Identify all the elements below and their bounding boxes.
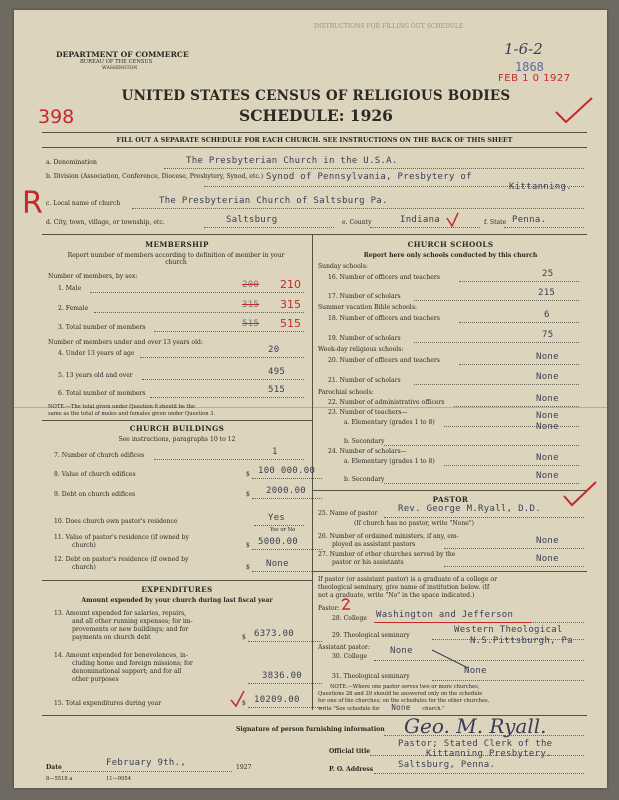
q28-value: Washington and Jefferson (376, 610, 514, 620)
q27-label-line1: 27. Number of other churches served by the (318, 551, 456, 558)
q2-corrected-value: 315 (280, 298, 301, 311)
age-heading: Number of members under and over 13 years old: (48, 339, 203, 346)
q23b-value: None (536, 422, 559, 432)
division-value-continued: Kittanning. (509, 182, 572, 192)
church-schools-heading: CHURCH SCHOOLS (407, 240, 494, 249)
q22-value: None (536, 394, 559, 404)
summer-schools-label: Summer vacation Bible schools: (318, 304, 417, 311)
q13-value: 6373.00 (254, 629, 295, 639)
q25-label: 25. Name of pastor (318, 510, 378, 517)
q11-value: 5000.00 (258, 537, 299, 547)
q12-value: None (266, 559, 289, 569)
parochial-schools-label: Parochial schools: (318, 389, 374, 396)
division-value: Synod of Pennsylvania, Presbytery of (266, 172, 472, 182)
q11-dollar: $ (246, 542, 250, 549)
q13-label-line2: and all other running expenses; for im- (72, 618, 193, 625)
red-handwritten-letter: R (22, 186, 43, 221)
membership-heading: MEMBERSHIP (145, 240, 209, 249)
date-value: February 9th., (106, 758, 187, 768)
signature-label: Signature of person furnishing information (236, 726, 385, 733)
red-mark-icon (340, 597, 352, 611)
q13-label-line1: 13. Amount expended for salaries, repairs, (54, 610, 187, 617)
pastor-note-line1: NOTE.—Where one pastor serves two or more churches, (330, 684, 480, 690)
graduate-note-line2: theological seminary, give name of institution below. (If (318, 584, 490, 591)
q28-label: 28. College (332, 615, 367, 622)
q14-label-line1: 14. Amount expended for benevolences, in- (54, 652, 188, 659)
date-year: 1927 (236, 764, 252, 771)
q17-value: 215 (538, 288, 556, 298)
q20-value: None (536, 352, 559, 362)
q3-old-value: 515 (242, 319, 260, 329)
weekday-schools-label: Week-day religious schools: (318, 346, 404, 353)
sunday-schools-label: Sunday schools: (318, 263, 368, 270)
po-address-label: P. O. Address (329, 766, 374, 773)
q4-value: 20 (268, 345, 280, 355)
q25-note: (If church has no pastor, write "None") (354, 520, 475, 527)
q16-label: 16. Number of officers and teachers (328, 274, 440, 281)
county-label: e. County (342, 219, 372, 226)
official-title-label: Official title (329, 748, 371, 755)
q9-label: 9. Debt on church edifices (54, 491, 136, 498)
pastor-heading: PASTOR (432, 495, 469, 504)
city-value: Saltsburg (226, 215, 278, 225)
department-name: DEPARTMENT OF COMMERCE (56, 50, 189, 59)
red-handwritten-number: 398 (38, 106, 75, 128)
q15-dollar: $ (242, 700, 246, 707)
official-title-value-continued: Kittanning Presbytery. (426, 749, 552, 759)
q11-label-line2: church) (72, 542, 96, 549)
print-number: 11—9054 (106, 776, 131, 782)
q12-label-line2: church) (72, 564, 96, 571)
q27-value: None (536, 554, 559, 564)
form-number: 8—5518 a (46, 776, 73, 782)
graduate-note-line3: not a graduate, write "No" in the space indicated.) (318, 592, 475, 599)
q1-label: 1. Male (58, 285, 82, 292)
local-name-label: c. Local name of church (46, 200, 121, 207)
q10-label: 10. Does church own pastor's residence (54, 518, 178, 525)
q5-label: 5. 13 years old and over (58, 372, 133, 379)
membership-intro: Report number of members according to definition of member in your church (67, 252, 285, 266)
q30-value: None (390, 646, 413, 656)
q25-value: Rev. George M.Ryall, D.D. (398, 504, 541, 514)
q13-label-line4: payments on church debt (72, 634, 151, 641)
q24a-value: None (536, 453, 559, 463)
separate-schedule-instruction: FILL OUT A SEPARATE SCHEDULE FOR EACH CHURCH. SEE INSTRUCTIONS ON THE BACK OF THIS SHEET (116, 136, 513, 144)
red-tick-icon (446, 212, 460, 228)
q3-corrected-value: 515 (280, 317, 301, 330)
q29-label: 29. Theological seminary (332, 632, 410, 639)
q24a-label: a. Elementary (grades 1 to 8) (344, 458, 435, 465)
city-label: d. City, town, village, or township, etc. (46, 219, 165, 226)
pastor-note-line4-start: write "See schedule for (318, 706, 380, 712)
local-name-value: The Presbyterian Church of Saltsburg Pa. (159, 196, 388, 206)
expenditures-subheading: Amount expended by your church during last fiscal year (81, 597, 273, 604)
membership-note-line1: NOTE.—The total given under Question 6 should be the (48, 404, 196, 410)
q18-label: 18. Number of officers and teachers (328, 315, 440, 322)
state-value: Penna. (512, 215, 547, 225)
q31-label: 31. Theological seminary (332, 673, 410, 680)
q15-value: 10209.00 (254, 695, 300, 705)
graduate-note-line1: If pastor (or assistant pastor) is a graduate of a college or (318, 576, 498, 583)
q5-value: 495 (268, 367, 286, 377)
q1-old-value: 200 (242, 280, 260, 290)
corner-handwritten-note: 1-6-2 (504, 40, 543, 58)
q18-value: 6 (544, 310, 550, 320)
q27-label-line2: pastor or his assistants (332, 559, 404, 566)
q7-value: 1 (272, 447, 278, 457)
q26-value: None (536, 536, 559, 546)
county-value: Indiana (400, 215, 441, 225)
pastor-note-line2: Questions 28 and 29 should be answered only on the schedule (318, 691, 483, 697)
schools-subheading: Report here only schools conducted by this church (363, 252, 538, 259)
q23b-label: b. Secondary (344, 438, 385, 445)
church-buildings-heading: CHURCH BUILDINGS (129, 424, 225, 433)
denomination-value: The Presbyterian Church in the U.S.A. (186, 156, 398, 166)
q8-label: 8. Value of church edifices (54, 471, 136, 478)
q30-label: 30. College (332, 653, 367, 660)
membership-note-line2: same as the total of males and females given under Question 3. (48, 411, 216, 417)
state-label: f. State (484, 219, 507, 226)
members-by-sex-label: Number of members, by sex: (48, 273, 138, 280)
q17-label: 17. Number of scholars (328, 293, 401, 300)
q29-value: Western Theological (454, 625, 563, 635)
q15-label: 15. Total expenditures during year (54, 700, 162, 707)
q2-label: 2. Female (58, 305, 89, 312)
q23a-value: None (536, 411, 559, 421)
red-check-mark-icon (562, 480, 598, 508)
pastor-note-line4-value: None (391, 703, 411, 712)
form-title: UNITED STATES CENSUS OF RELIGIOUS BODIES (121, 88, 511, 104)
po-address-value: Saltsburg, Penna. (398, 760, 496, 770)
q2-old-value: 315 (242, 300, 260, 310)
q3-label: 3. Total number of members (58, 324, 146, 331)
division-label: b. Division (Association, Conference, Diocese, Presbytery, Synod, etc.) (46, 173, 264, 180)
pastor-subheading: Pastor: (318, 605, 340, 612)
bureau-city: WASHINGTON (102, 66, 138, 71)
expenditures-heading: EXPENDITURES (141, 585, 213, 594)
q14-label-line3: denominational support; and for all (72, 668, 182, 675)
q13-dollar: $ (242, 634, 246, 641)
q19-value: 75 (542, 330, 554, 340)
q16-value: 25 (542, 269, 554, 279)
signature: Geo. M. Ryall. (404, 714, 547, 738)
official-title-value: Pastor; Stated Clerk of the (398, 739, 553, 749)
schedule-title: SCHEDULE: 1926 (239, 106, 393, 125)
q23-label: 23. Number of teachers— (328, 409, 408, 416)
received-date-stamp: FEB 1 0 1927 (498, 73, 571, 84)
q24-label: 24. Number of scholars— (328, 448, 407, 455)
q14-value: 3836.00 (262, 671, 303, 681)
q29-value-continued: N.S.Pittsburgh, Pa (470, 636, 573, 646)
pastor-note-line3: for one of the churches; on the schedules for the other churches, (318, 698, 490, 704)
q21-value: None (536, 372, 559, 382)
number-stamp: 1868 (515, 60, 544, 74)
q11-label-line1: 11. Value of pastor's residence (if owned by (54, 534, 189, 541)
pastor-note-line4 (318, 705, 445, 712)
buildings-instructions: See instructions, paragraphs 10 to 12 (118, 436, 236, 443)
q8-dollar: $ (246, 471, 250, 478)
q14-label-line2: cluding home and foreign missions; for (72, 660, 193, 667)
q1-corrected-value: 210 (280, 278, 301, 291)
assistant-pastor-subheading: Assistant pastor: (318, 644, 370, 651)
date-label: Date (46, 764, 62, 771)
q20-label: 20. Number of officers and teachers (328, 357, 440, 364)
pastor-note-line4-end: church." (422, 706, 445, 712)
q26-label-line2: ployed as assistant pastors (332, 541, 416, 548)
q21-label: 21. Number of scholars (328, 377, 401, 384)
q23a-label: a. Elementary (grades 1 to 8) (344, 419, 435, 426)
q10-value: Yes (268, 513, 286, 523)
yes-or-no-hint: Yes or No (270, 527, 296, 533)
red-tick-icon (230, 690, 246, 708)
q12-dollar: $ (246, 564, 250, 571)
q9-value: 2000.00 (266, 486, 307, 496)
bureau-name: BUREAU OF THE CENSUS (80, 59, 153, 65)
q12-label-line1: 12. Debt on pastor's residence (if owned by (54, 556, 189, 563)
faded-bleed-text: INSTRUCTIONS FOR FILLING OUT SCHEDULE (314, 23, 464, 30)
census-schedule-sheet (14, 10, 607, 788)
q7-label: 7. Number of church edifices (54, 452, 145, 459)
q4-label: 4. Under 13 years of age (58, 350, 135, 357)
q13-label-line3: provements or new buildings; and for (72, 626, 189, 633)
q14-label-line4: other purposes (72, 676, 119, 683)
q24b-label: b. Secondary (344, 476, 385, 483)
q9-dollar: $ (246, 491, 250, 498)
q26-label-line1: 26. Number of ordained ministers, if any, em- (318, 533, 459, 540)
q19-label: 19. Number of scholars (328, 335, 401, 342)
q31-value: None (464, 666, 487, 676)
denomination-label: a. Denomination (46, 159, 97, 166)
q6-value: 515 (268, 385, 286, 395)
q8-value: 100 000.00 (258, 466, 316, 476)
q22-label: 22. Number of administrative officers (328, 399, 445, 406)
q6-label: 6. Total number of members (58, 390, 146, 397)
q24b-value: None (536, 471, 559, 481)
